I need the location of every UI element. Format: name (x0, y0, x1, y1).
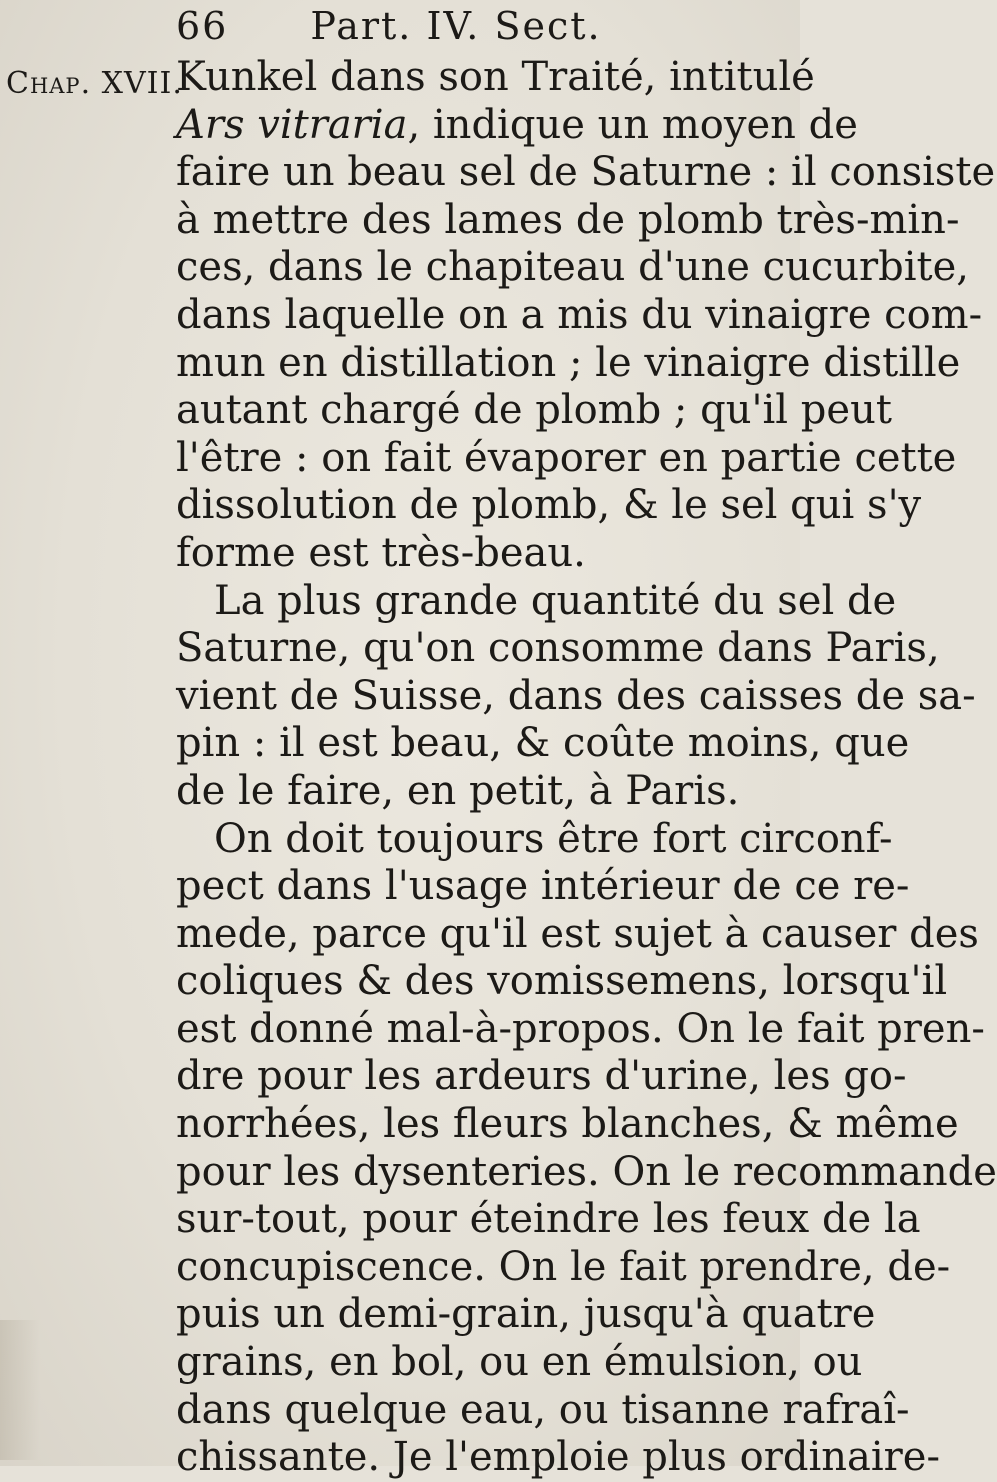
text-line: grains, en bol, ou en émulsion, ou (176, 1339, 863, 1386)
text-line: On doit toujours être fort circonf- (214, 815, 893, 862)
text-line: est donné mal-à-propos. On le fait pren- (176, 1005, 985, 1052)
running-title: Part. IV. Sect. (310, 4, 602, 48)
book-title-italic: Ars vitraria (176, 101, 408, 148)
text-line: concupiscence. On le fait prendre, de- (176, 1243, 951, 1290)
page-edge-stain (0, 1320, 40, 1460)
text-line: pin : il est beau, & coûte moins, que (176, 720, 910, 767)
text-line: à mettre des lames de plomb très-min- (176, 196, 960, 243)
text-line: mede, parce qu'il est sujet à causer des (176, 910, 979, 957)
text-line: dissolution de plomb, & le sel qui s'y (176, 482, 922, 529)
text-line: Kunkel dans son Traité, intitulé (176, 54, 815, 100)
text-line: l'être : on fait évaporer en partie cette (176, 434, 957, 481)
text-line: dre pour les ardeurs d'urine, les go- (176, 1053, 907, 1100)
text-line: faire un beau sel de Saturne : il consiste (176, 149, 996, 196)
running-header (176, 4, 602, 48)
text-line: forme est très-beau. (176, 529, 586, 576)
text-line: norrhées, les fleurs blanches, & même (176, 1101, 959, 1148)
text-line: puis un demi-grain, jusqu'à quatre (176, 1291, 876, 1338)
text-line: La plus grande quantité du sel de (214, 577, 897, 624)
text-line: mun en distillation ; le vinaigre distille (176, 339, 961, 386)
text-line: de le faire, en petit, à Paris. (176, 767, 740, 814)
body-text (176, 54, 997, 1482)
text-line: sur-tout, pour éteindre les feux de la (176, 1196, 921, 1243)
text-line: dans quelque eau, ou tisanne rafraî- (176, 1386, 910, 1433)
text-line: Ars vitraria, indique un moyen de (176, 101, 858, 148)
text-line: ces, dans le chapiteau d'une cucurbite, (176, 244, 969, 291)
margin-chapter-note: Chap. XVII. (6, 66, 183, 101)
text-line: coliques & des vomissemens, lorsqu'il (176, 958, 948, 1005)
text-line: Saturne, qu'on consomme dans Paris, (176, 625, 940, 672)
text-line: dans laquelle on a mis du vinaigre com- (176, 291, 983, 338)
page-number: 66 (176, 4, 229, 48)
text-line: pect dans l'usage intérieur de ce re- (176, 863, 910, 910)
text-line: pour les dysenteries. On le recommande (176, 1148, 997, 1195)
text-line: vient de Suisse, dans des caisses de sa- (176, 672, 976, 719)
text-line: chissante. Je l'emploie plus ordinaire- (176, 1434, 940, 1481)
text-line: autant chargé de plomb ; qu'il peut (176, 387, 892, 434)
